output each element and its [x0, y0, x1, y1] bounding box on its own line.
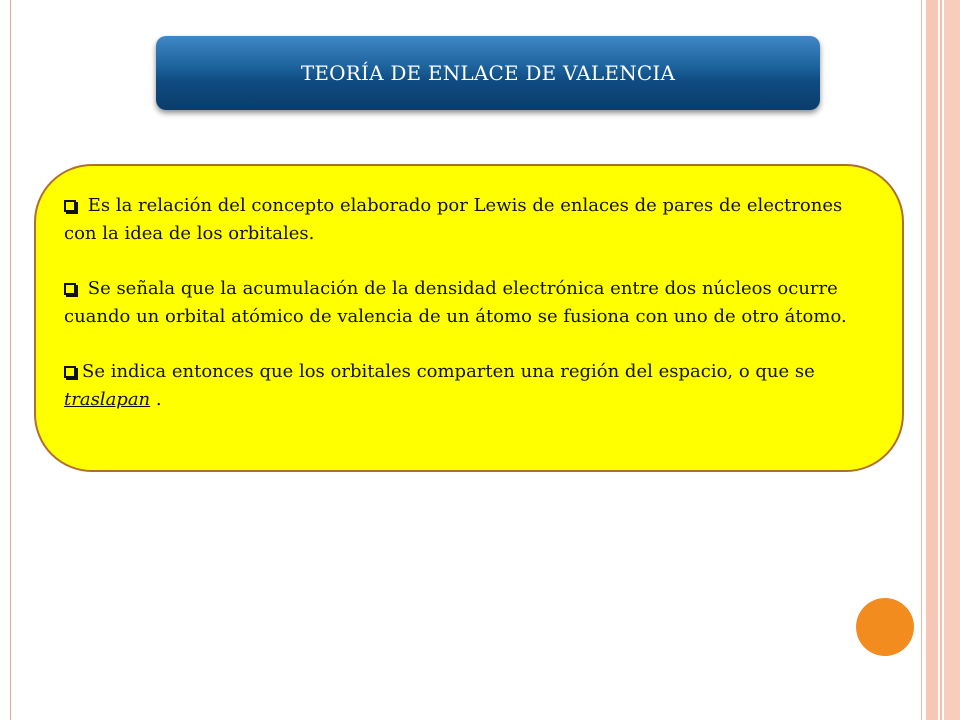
bullet-paragraph-1 [64, 192, 868, 248]
bullet-paragraph-2 [64, 275, 868, 331]
slide-title: TEORÍA DE ENLACE DE VALENCIA [300, 61, 676, 85]
bullet-text-3: Se indica entonces que los orbitales comparten una región del espacio, o que se [82, 361, 815, 382]
hollow-square-bullet-icon [64, 366, 76, 378]
hollow-square-bullet-icon [64, 200, 76, 212]
bullet-text-2: Se señala que la acumulación de la densidad electrónica entre dos núcleos ocurre cuando un orbital atómico de valencia de un átomo se fusiona con uno de otro átomo. [64, 278, 847, 327]
orange-circle-decoration [856, 598, 914, 656]
right-decorative-border [918, 0, 960, 720]
hollow-square-bullet-icon [64, 283, 76, 295]
bullet-text-3-end: . [155, 389, 162, 410]
left-margin-rule [10, 0, 11, 720]
emphasized-term: traslapan [64, 389, 151, 410]
content-box [34, 164, 904, 472]
bullet-text-1: Es la relación del concepto elaborado por Lewis de enlaces de pares de electrones con la idea de los orbitales. [64, 195, 843, 244]
title-banner [156, 36, 820, 110]
bullet-paragraph-3 [64, 358, 868, 414]
